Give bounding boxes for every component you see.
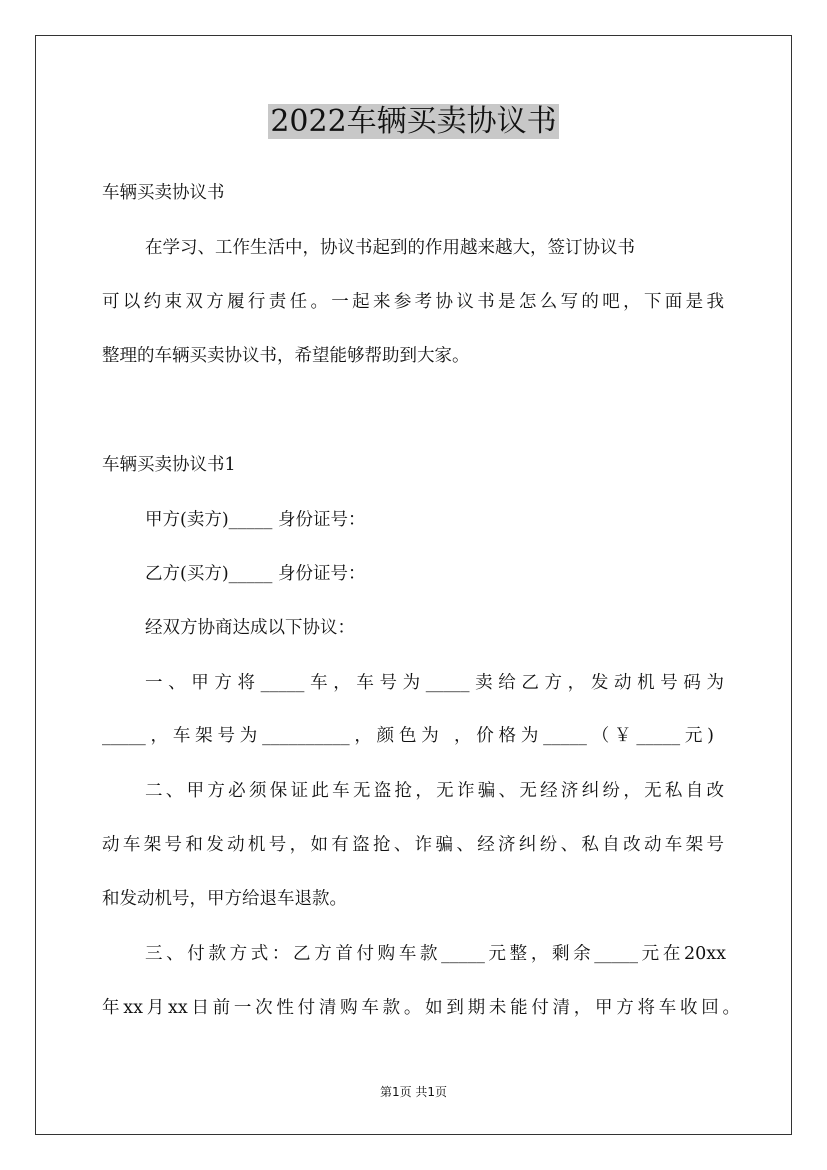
- page-footer: 第1页 共1页: [379, 1085, 448, 1099]
- document-title-text: 2022车辆买卖协议书: [270, 104, 557, 139]
- section-heading: 车辆买卖协议书1: [102, 455, 236, 475]
- party-b-line: 乙方(买方)_____ 身份证号：: [145, 564, 366, 584]
- clause-2-line-2: 动车架号和发动机号，如有盗抢、诈骗、经济纠纷、私自改动车架号: [102, 835, 724, 855]
- clause-2-line-1: 二、甲方必须保证此车无盗抢，无诈骗、无经济纠纷，无私自改: [145, 781, 724, 801]
- intro-line-1: 在学习、工作生活中，协议书起到的作用越来越大，签订协议书: [145, 238, 635, 258]
- clause-3-line-2: 年xx月xx日前一次性付清购车款。如到期未能付清，甲方将车收回。: [102, 998, 740, 1018]
- clause-2-line-3: 和发动机号，甲方给退车退款。: [102, 889, 347, 909]
- party-a-line: 甲方(卖方)_____ 身份证号：: [145, 510, 366, 530]
- intro-line-2: 可以约束双方履行责任。一起来参考协议书是怎么写的吧，下面是我: [102, 292, 724, 312]
- agreement-intro: 经双方协商达成以下协议：: [145, 618, 355, 638]
- document-subtitle: 车辆买卖协议书: [102, 183, 225, 203]
- document-title: [0, 102, 827, 142]
- intro-line-3: 整理的车辆买卖协议书，希望能够帮助到大家。: [102, 346, 470, 366]
- clause-3-line-1: 三、付款方式：乙方首付购车款_____元整，剩余_____元在20xx: [145, 944, 726, 964]
- clause-1-line-2: _____，车架号为__________，颜色为 ，价格为_____（￥_____元): [102, 726, 714, 746]
- clause-1-line-1: 一、甲方将_____车，车号为_____卖给乙方，发动机号码为: [145, 673, 724, 693]
